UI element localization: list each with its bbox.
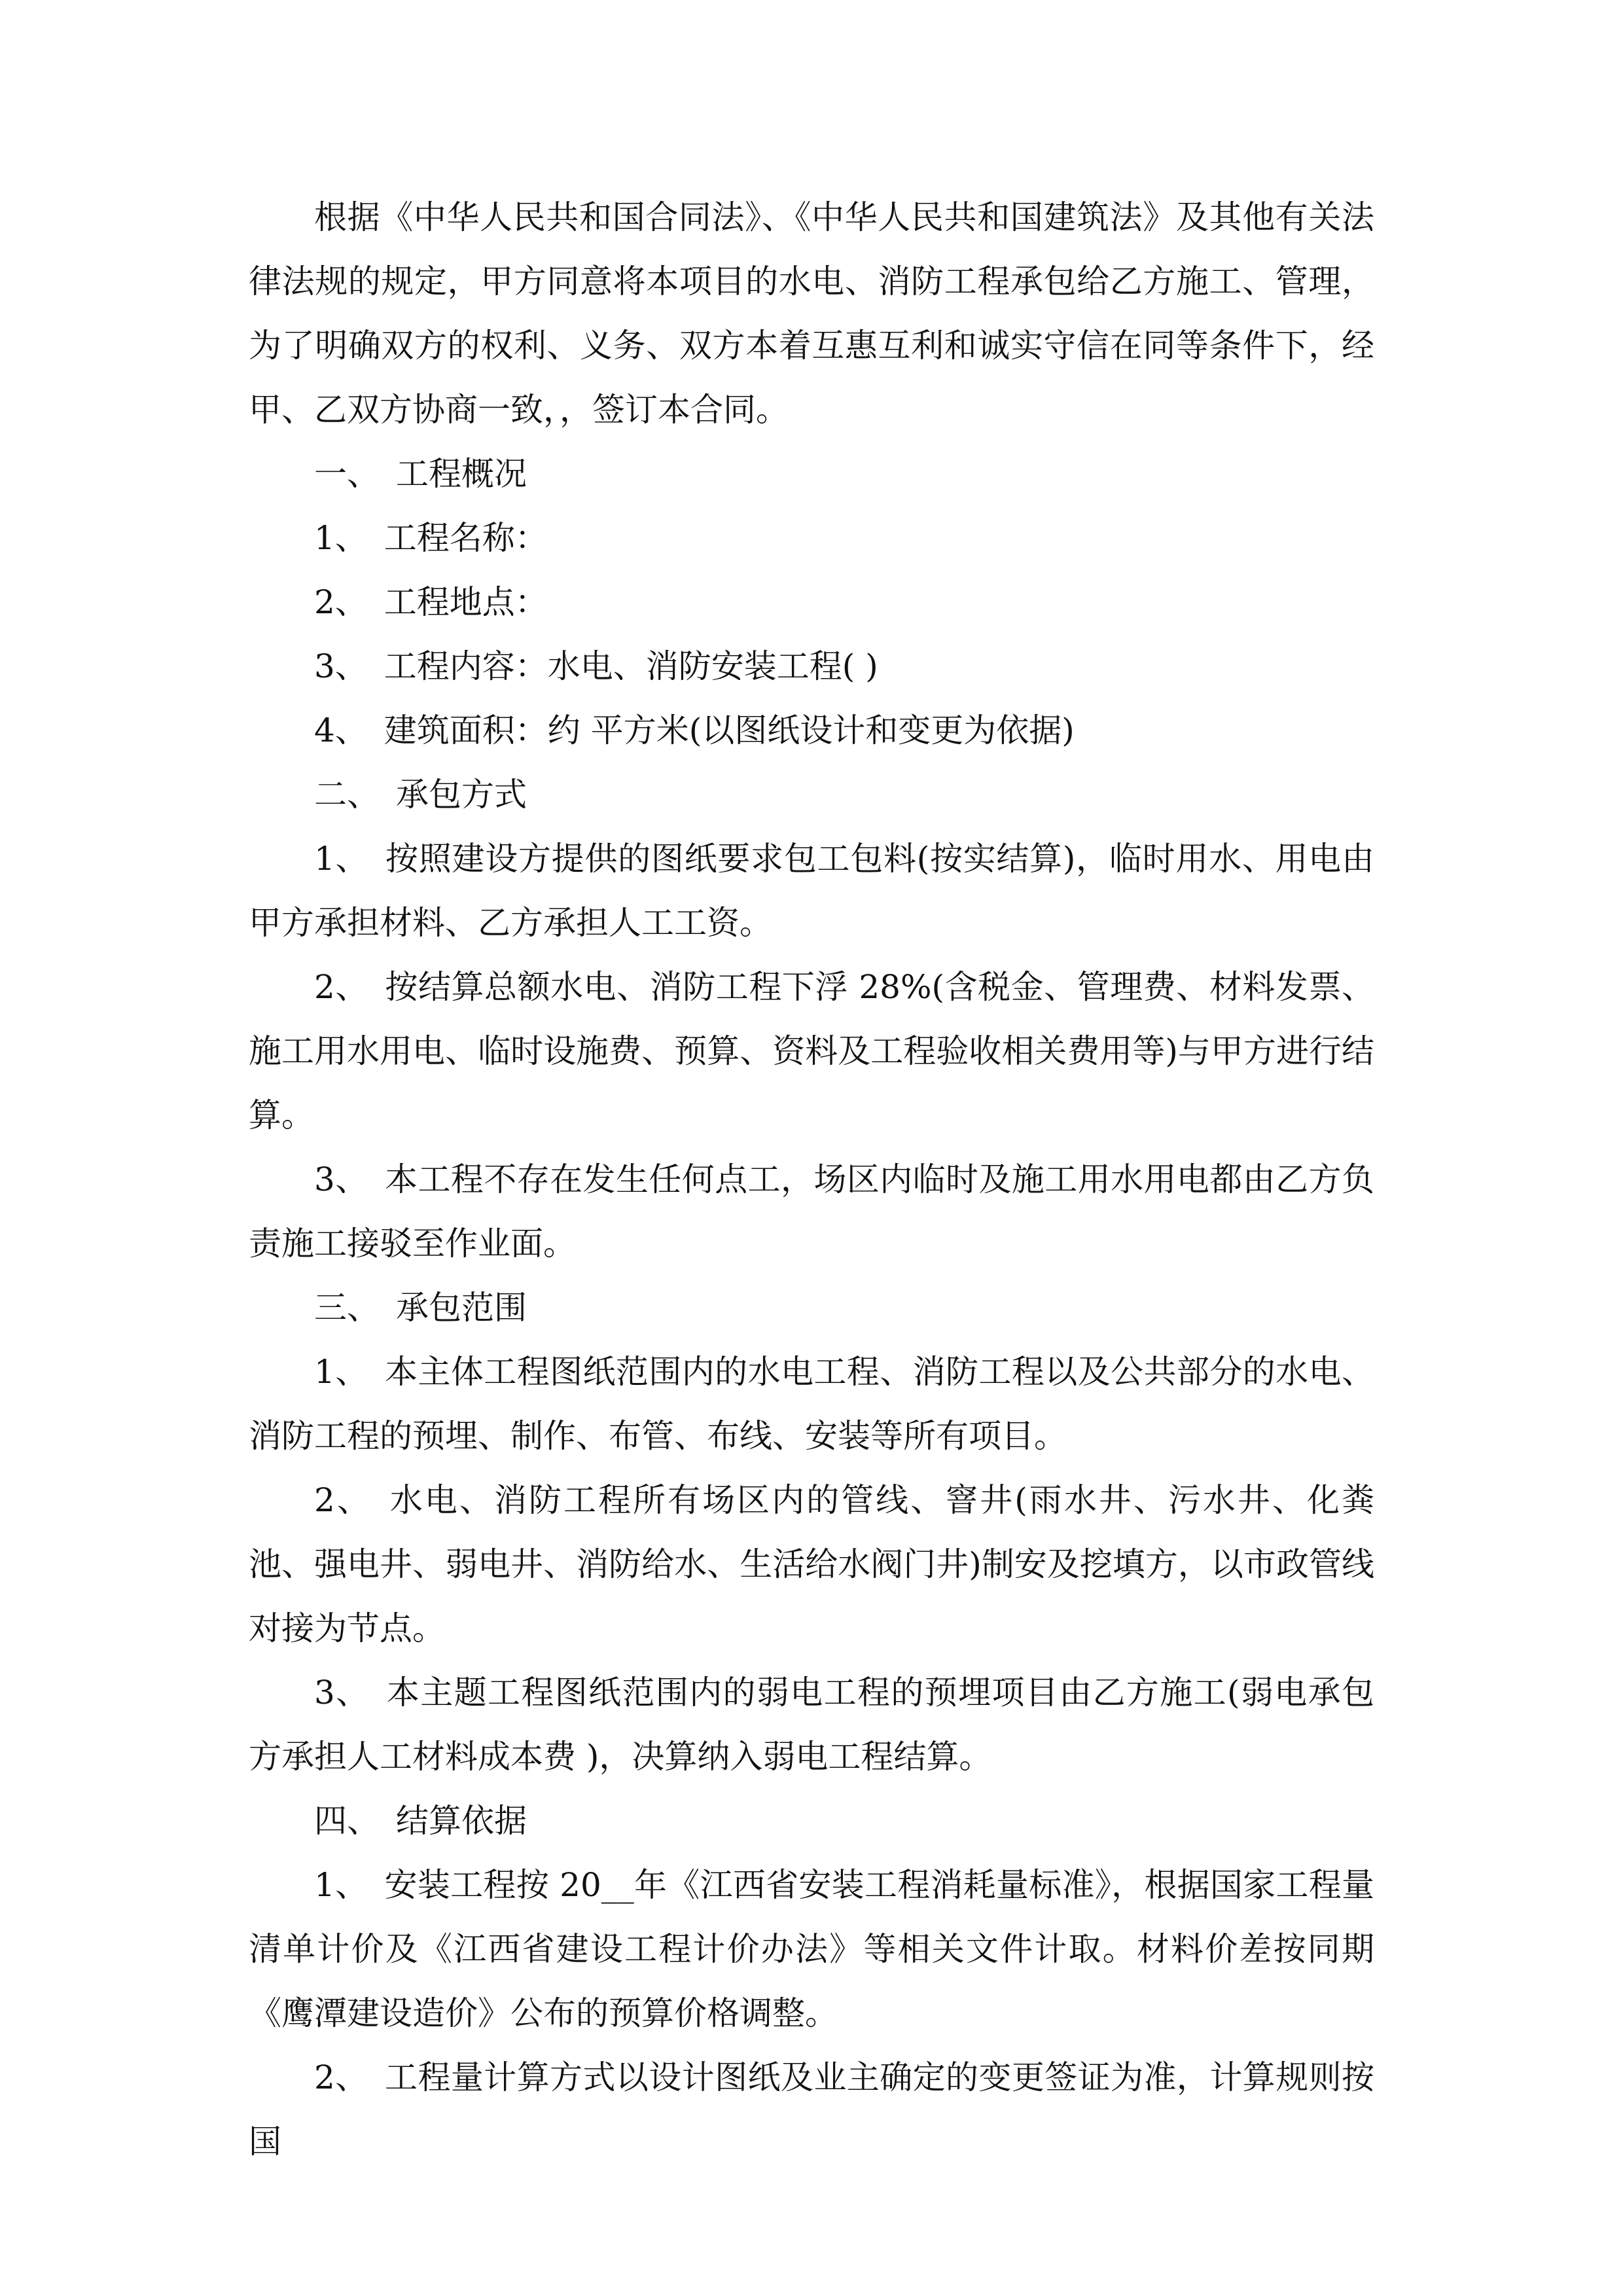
list-item: 2、 工程量计算方式以设计图纸及业主确定的变更签证为准，计算规则按国 [249,2058,1374,2161]
section-heading-4: 四、 结算依据 [314,1802,527,1840]
list-item: 2、 按结算总额水电、消防工程下浮 28%(含税金、管理费、材料发票、施工用水用电、临时设施费、预算、资料及工程验收相关费用等)与甲方进行结算。 [249,968,1374,1134]
section-heading-3: 三、 承包范围 [314,1289,527,1327]
document-page [249,185,1374,2174]
list-item: 2、 水电、消防工程所有场区内的管线、窨井(雨水井、污水井、化粪池、强电井、弱电井、消防给水、生活给水阀门井)制安及挖填方，以市政管线对接为节点。 [249,1481,1374,1647]
list-item: 1、 工程名称： [314,519,548,557]
section-heading-2: 二、 承包方式 [314,776,527,814]
list-item: 1、 安装工程按 20__年《江西省安装工程消耗量标准》，根据国家工程量清单计价及《江西省建设工程计价办法》等相关文件计取。材料价差按同期《鹰潭建设造价》公布的预算价格调整。 [249,1866,1374,2032]
section-heading-1: 一、 工程概况 [314,455,527,493]
list-item: 3、 工程内容：水电、消防安装工程( ) [314,647,878,685]
list-item: 1、 本主体工程图纸范围内的水电工程、消防工程以及公共部分的水电、消防工程的预埋、制作、布管、布线、安装等所有项目。 [249,1353,1374,1455]
list-item: 3、 本主题工程图纸范围内的弱电工程的预埋项目由乙方施工(弱电承包方承担人工材料成本费 )，决算纳入弱电工程结算。 [249,1674,1374,1776]
list-item: 3、 本工程不存在发生任何点工，场区内临时及施工用水用电都由乙方负责施工接驳至作业面。 [249,1160,1374,1263]
list-item: 4、 建筑面积：约 平方米(以图纸设计和变更为依据) [314,711,1075,749]
intro-paragraph: 根据《中华人民共和国合同法》、《中华人民共和国建筑法》及其他有关法律法规的规定，甲方同意将本项目的水电、消防工程承包给乙方施工、管理，为了明确双方的权利、义务、双方本着互惠互利和诚实守信在同等条件下，经甲、乙双方协商一致，，签订本合同。 [249,198,1374,429]
list-item: 2、 工程地点： [314,583,548,621]
list-item: 1、 按照建设方提供的图纸要求包工包料(按实结算)，临时用水、用电由甲方承担材料、乙方承担人工工资。 [249,840,1374,942]
